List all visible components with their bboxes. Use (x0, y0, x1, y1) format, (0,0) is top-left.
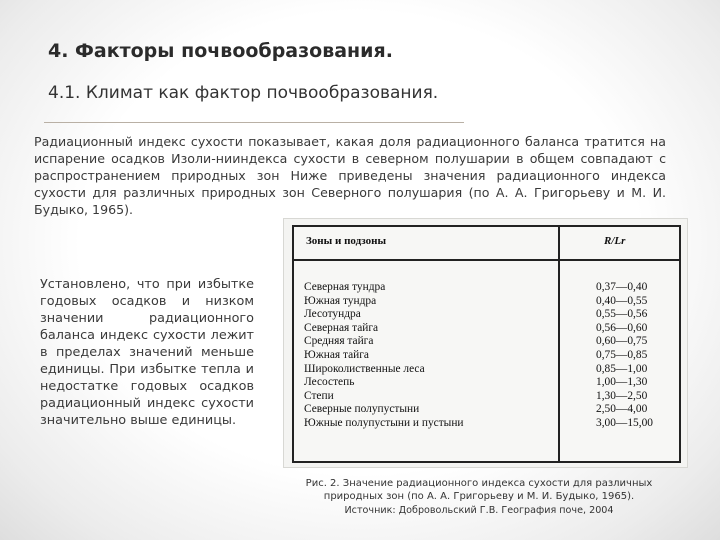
zone-name: Лесостепь (304, 376, 355, 389)
ratio-value: 1,30—2,50 (596, 389, 648, 402)
zone-name: Степи (304, 389, 334, 402)
intro-paragraph: Радиационный индекс сухости показывает, какая доля радиационного баланса тратится на испарение осадков Изоли-нииндекса сухости в северном полушарии в общем совпадают с распространением природных зон Ниже приведены значения радиационного индекса сухости для различных природных зон Северного полушария (по А. А. Григорьеву и М. И. Будыко, 1965). (34, 134, 666, 217)
table-row (294, 308, 679, 322)
table-header (294, 227, 679, 261)
zone-name: Средняя тайга (304, 335, 374, 348)
table-row (294, 281, 679, 295)
ratio-value: 1,00—1,30 (596, 376, 648, 389)
ratio-value: 0,85—1,00 (596, 362, 648, 375)
zone-name: Лесотундра (304, 308, 361, 321)
header-zones: Зоны и подзоны (306, 235, 387, 247)
table-row (294, 390, 679, 404)
title-divider (44, 122, 464, 123)
figure-caption: Рис. 2. Значение радиационного индекса сухости для различных природных зон (по А. А. Григорьеву и М. И. Будыко, 1965). (305, 478, 653, 502)
table-body (294, 281, 679, 431)
table-row (294, 322, 679, 336)
table-row (294, 376, 679, 390)
slide-title: 4. Факторы почвообразования. (48, 40, 393, 62)
ratio-value: 0,75—0,85 (596, 348, 648, 361)
side-paragraph: Установлено, что при избытке годовых осадков и низком значении радиационного баланса индекс сухости лежит в пределах значений меньше единицы. При избытке тепла и недостатке годовых осадков радиационный индекс сухости значительно выше единицы. (40, 277, 254, 428)
ratio-value: 3,00—15,00 (596, 416, 653, 429)
ratio-value: 0,60—0,75 (596, 335, 648, 348)
ratio-value: 2,50—4,00 (596, 403, 648, 416)
table-row (294, 295, 679, 309)
zone-name: Южные полупустыни и пустыни (304, 416, 464, 429)
table-row (294, 403, 679, 417)
table-row (294, 335, 679, 349)
zone-name: Северная тайга (304, 321, 379, 334)
table-row (294, 363, 679, 377)
ratio-value: 0,40—0,55 (596, 294, 648, 307)
dryness-index-table (292, 225, 681, 463)
zone-name: Северная тундра (304, 281, 386, 293)
figure-source: Источник: Добровольский Г.В. География поче, 2004 (344, 505, 614, 516)
ratio-value: 0,56—0,60 (596, 321, 648, 334)
ratio-value: 0,37—0,40 (596, 281, 648, 293)
table-row (294, 417, 679, 431)
zone-name: Широколиственные леса (304, 362, 425, 375)
ratio-value: 0,55—0,56 (596, 308, 648, 321)
table-figure (283, 218, 688, 468)
header-ratio: R/Lr (604, 235, 626, 247)
slide-subtitle: 4.1. Климат как фактор почвообразования. (48, 83, 439, 103)
table-row (294, 349, 679, 363)
zone-name: Северные полупустыни (304, 403, 420, 416)
zone-name: Южная тундра (304, 294, 377, 307)
zone-name: Южная тайга (304, 348, 369, 361)
